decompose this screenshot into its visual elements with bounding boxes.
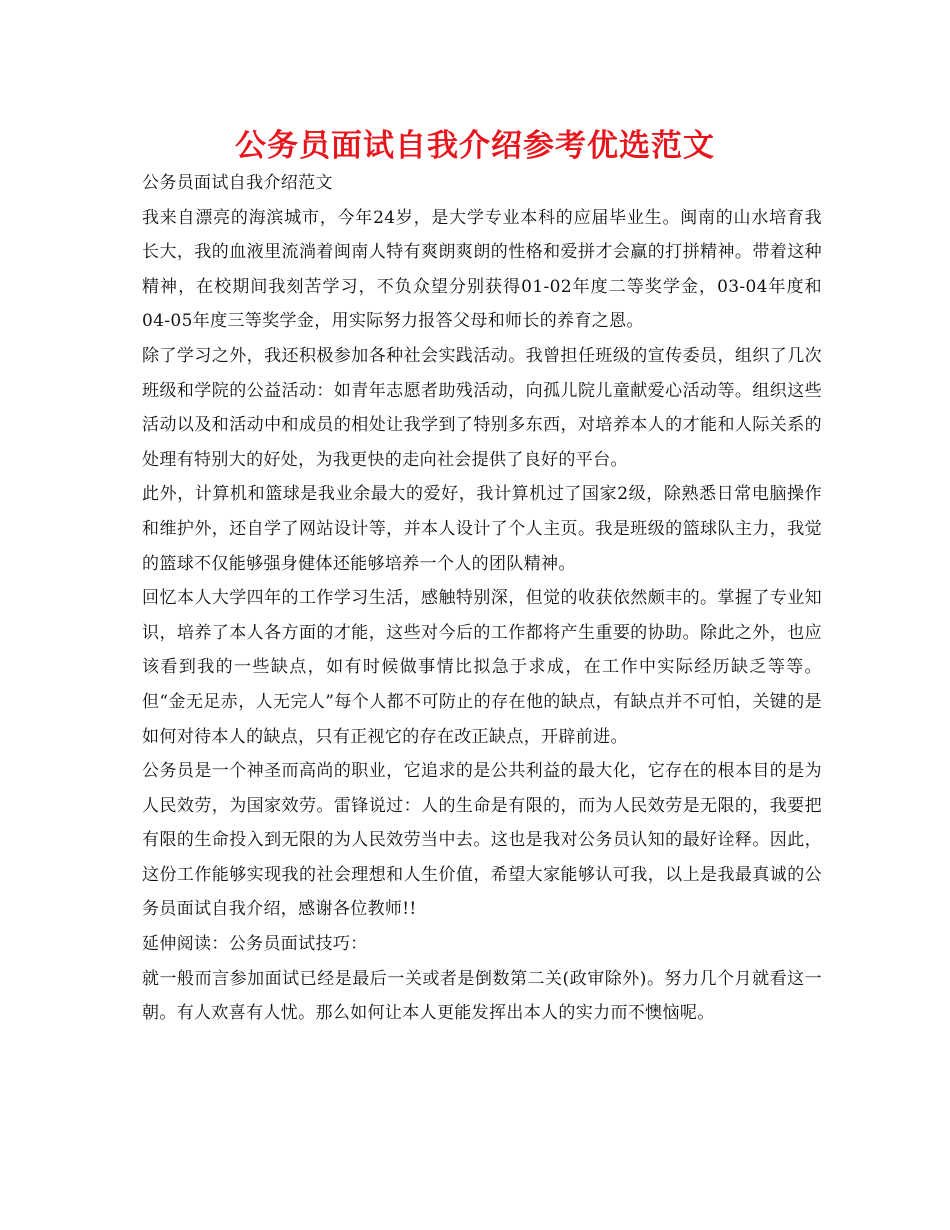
document-body [142, 166, 822, 1031]
document-title: 公务员面试自我介绍参考优选范文 [235, 128, 715, 164]
body-paragraph: 除了学习之外，我还积极参加各种社会实践活动。我曾担任班级的宣传委员，组织了几次班级和学院的公益活动：如青年志愿者助残活动，向孤儿院儿童献爱心活动等。组织这些活动以及和活动中和成员的相处让我学到了特别多东西，对培养本人的才能和人际关系的处理有特别大的好处，为我更快的走向社会提供了良好的平台。 [142, 345, 822, 470]
section-heading: 延伸阅读：公务员面试技巧： [142, 934, 368, 955]
body-paragraph: 就一般而言参加面试已经是最后一关或者是倒数第二关(政审除外)。努力几个月就看这一朝。有人欢喜有人忧。那么如何让本人更能发挥出本人的实力而不懊恼呢。 [142, 968, 822, 1024]
body-paragraph: 回忆本人大学四年的工作学习生活，感触特别深，但觉的收获依然颇丰的。掌握了专业知识，培养了本人各方面的才能，这些对今后的工作都将产生重要的协助。除此之外，也应该看到我的一些缺点，如有时候做事情比拟急于求成，在工作中实际经历缺乏等等。但“金无足赤，人无完人”每个人都不可防止的存在他的缺点，有缺点并不可怕，关键的是如何对待本人的缺点，只有正视它的存在改正缺点，开辟前进。 [142, 588, 822, 747]
subtitle-paragraph: 公务员面试自我介绍范文 [142, 173, 333, 193]
body-paragraph: 公务员是一个神圣而高尚的职业，它追求的是公共利益的最大化，它存在的根本目的是为人民效劳，为国家效劳。雷锋说过：人的生命是有限的，而为人民效劳是无限的，我要把有限的生命投入到无限的为人民效劳当中去。这也是我对公务员认知的最好诠释。因此，这份工作能够实现我的社会理想和人生价值，希望大家能够认可我，以上是我最真诚的公务员面试自我介绍，感谢各位教师!! [142, 761, 822, 920]
body-paragraph: 我来自漂亮的海滨城市，今年24岁，是大学专业本科的应届毕业生。闽南的山水培育我长大，我的血液里流淌着闽南人特有爽朗爽朗的性格和爱拼才会赢的打拼精神。带着这种精神，在校期间我刻苦学习，不负众望分别获得01-02年度二等奖学金，03-04年度和04-05年度三等奖学金，用实际努力报答父母和师长的养育之恩。 [142, 207, 822, 332]
body-paragraph: 此外，计算机和篮球是我业余最大的爱好，我计算机过了国家2级，除熟悉日常电脑操作和维护外，还自学了网站设计等，并本人设计了个人主页。我是班级的篮球队主力，我觉的篮球不仅能够强身健体还能够培养一个人的团队精神。 [142, 484, 822, 574]
